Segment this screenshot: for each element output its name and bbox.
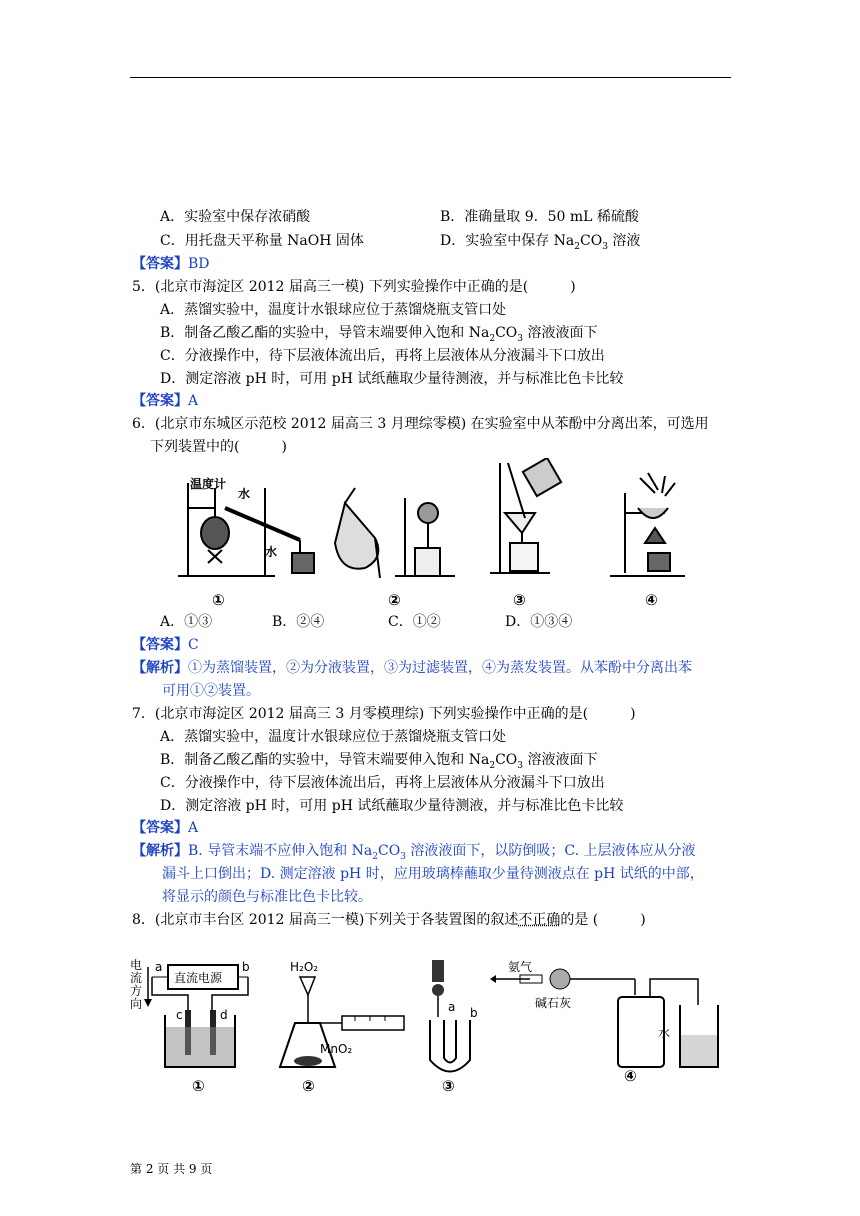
q4-option-d: D．实验室中保存 $Na_2CO_3$ 溶液 [440,233,641,252]
q6-caption-4: ④ [645,591,658,608]
q4-answer: 【答案】BD [132,256,210,272]
fig3-label-a: a [448,1000,456,1014]
q6-option-d: D．①③④ [505,614,573,630]
q5-option-c: C．分液操作中，待下层液体流出后，再将上层液体从分液漏斗下口放出 [160,348,605,364]
filtration-apparatus [490,458,561,573]
q6-caption-3: ③ [513,591,526,608]
thermometer-label: 温度计 [190,477,227,491]
q7-explanation-line2: 漏斗上口倒出；D. 测定溶液 pH 时，应用玻璃棒蘸取少量待测液点在 pH 试纸的中部， [162,866,704,882]
separatory-funnel-apparatus [335,488,455,578]
fig4-gas-label: 氨气 [508,960,533,974]
q6-stem-line2: 下列装置中的( ) [150,439,287,455]
fig4-water-label: 水 [658,1026,671,1040]
fig4-absorbent-label: 碱石灰 [535,996,572,1010]
header-rule [130,77,731,78]
page-footer: 第 2 页 共 9 页 [130,1162,213,1176]
q8-caption-4: ④ [624,1067,637,1085]
q7-explanation-line1: 【解析】B. 导管末端不应伸入饱和 $Na_2CO_3$ 溶液液面下，以防倒吸；C. 上层液体应从分液 [132,843,696,862]
fig1-side-char-4: 向 [130,997,143,1011]
q4-option-c: C．用托盘天平称量 NaOH 固体 [160,233,364,249]
q5-option-d: D．测定溶液 pH 时，可用 pH 试纸蘸取少量待测液，并与标准比色卡比较 [160,371,624,387]
q6-explanation-line1: 【解析】①为蒸馏装置，②为分液装置，③为过滤装置，④为蒸发装置。从苯酚中分离出苯 [132,660,692,676]
q6-answer: 【答案】C [132,637,199,653]
fig2-reagent-label: H₂O₂ [290,960,319,974]
q4-option-b: B．准确量取 9．50 mL 稀硫酸 [440,209,639,225]
q7-explanation-line3: 将显示的颜色与标准比色卡比较。 [162,889,372,905]
fig1-side-char-3: 方 [130,984,143,998]
water-in-label: 水 [238,487,251,501]
q6-caption-1: ① [212,591,225,608]
q7-stem: 7．(北京市海淀区 2012 届高三 3 月零模理综) 下列实验操作中正确的是( ) [132,706,636,722]
q4-option-a: A．实验室中保存浓硝酸 [160,209,311,225]
q6-apparatus-figure [170,458,730,608]
q6-option-a: A．①③ [160,614,213,630]
q8-caption-1: ① [192,1077,205,1095]
q6-explanation-line2: 可用①②装置。 [162,683,260,699]
q6-stem-line1: 6．(北京市东城区示范校 2012 届高三 3 月理综零模) 在实验室中从苯酚中分离出苯，可选用 [132,416,709,432]
fig2-catalyst-label: MnO₂ [320,1042,353,1056]
q8-caption-3: ③ [442,1077,455,1095]
fig1-label-a: a [155,960,163,974]
q5-answer: 【答案】A [132,393,199,409]
q5-option-b: B．制备乙酸乙酯的实验中，导管末端要伸入饱和 $Na_2CO_3$ 溶液液面下 [160,325,598,344]
q7-answer: 【答案】A [132,820,199,836]
fig3-label-b: b [470,1006,478,1020]
q5-stem: 5．(北京市海淀区 2012 届高三一模) 下列实验操作中正确的是( ) [132,279,576,295]
q6-caption-2: ② [388,591,401,608]
q8-caption-2: ② [302,1077,315,1095]
q8-stem: 8．(北京市丰台区 2012 届高三一模)下列关于各装置图的叙述不正确的是 ( ) [132,912,646,928]
fig1-label-c: c [176,1008,183,1022]
q5-option-a: A．蒸馏实验中，温度计水银球应位于蒸馏烧瓶支管口处 [160,302,507,318]
evaporation-apparatus [610,473,685,576]
q8-apparatus-figure [130,955,730,1095]
q7-option-c: C．分液操作中，待下层液体流出后，再将上层液体从分液漏斗下口放出 [160,775,605,791]
q7-option-d: D．测定溶液 pH 时，可用 pH 试纸蘸取少量待测液，并与标准比色卡比较 [160,798,624,814]
q6-option-c: C．①② [388,614,441,630]
q6-option-b: B．②④ [272,614,325,630]
fig1-power-label: 直流电源 [174,971,223,985]
fig1-side-char-1: 电 [130,958,143,972]
fig1-side-char-2: 流 [130,971,143,985]
fig1-label-b: b [242,960,250,974]
water-out-label: 水 [265,545,278,559]
q7-option-b: B．制备乙酸乙酯的实验中，导管末端要伸入饱和 $Na_2CO_3$ 溶液液面下 [160,752,598,771]
fig1-label-d: d [220,1008,228,1022]
q7-option-a: A．蒸馏实验中，温度计水银球应位于蒸馏烧瓶支管口处 [160,729,507,745]
